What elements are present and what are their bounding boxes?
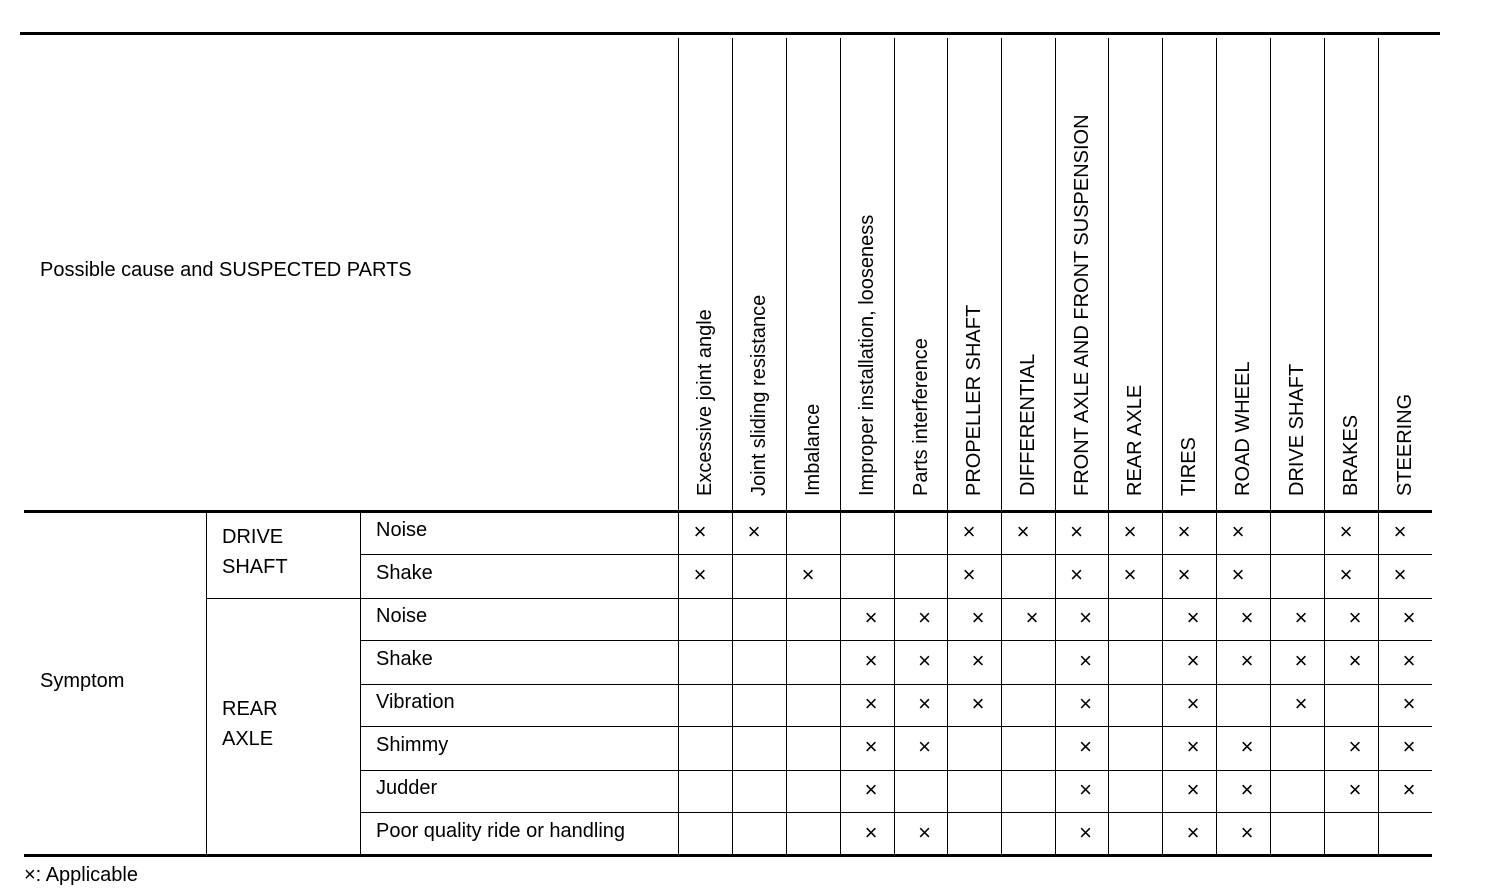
applicable-mark: × <box>1294 605 1308 630</box>
applicable-mark: × <box>1016 518 1030 544</box>
applicable-mark: × <box>1402 777 1416 802</box>
applicable-mark: × <box>1186 648 1200 673</box>
applicable-mark: × <box>1186 777 1200 802</box>
symptom-row-label: Shake <box>376 562 433 584</box>
applicable-mark: × <box>1186 734 1200 759</box>
applicable-mark: × <box>1079 777 1092 802</box>
applicable-mark: × <box>962 518 976 544</box>
column-separator <box>732 38 733 855</box>
applicable-mark: × <box>1294 648 1308 673</box>
applicable-mark: × <box>864 734 878 759</box>
applicable-mark: × <box>918 691 931 716</box>
applicable-mark: × <box>1186 605 1200 630</box>
column-separator <box>894 38 895 855</box>
column-header-label: DIFFERENTIAL <box>1017 353 1039 496</box>
applicable-mark: × <box>864 648 878 673</box>
applicable-mark: × <box>1240 777 1254 802</box>
applicable-mark: × <box>1070 518 1083 544</box>
applicable-mark: × <box>864 605 878 630</box>
applicable-mark: × <box>1231 562 1245 587</box>
applicable-mark: × <box>1070 562 1083 587</box>
column-separator <box>1270 38 1271 855</box>
applicable-mark: × <box>1186 691 1200 716</box>
column-header-label: DRIVE SHAFT <box>1286 363 1308 496</box>
applicable-mark: × <box>1079 819 1092 845</box>
applicable-mark: × <box>1240 605 1254 630</box>
applicable-mark: × <box>1402 734 1416 759</box>
row-separator <box>360 770 1432 771</box>
symptom-row-label: Noise <box>376 605 428 627</box>
header-bottom-rule <box>24 510 1432 513</box>
applicable-mark: × <box>1240 819 1254 845</box>
applicable-mark: × <box>1123 518 1137 544</box>
column-separator <box>786 38 787 855</box>
symptom-label: Symptom <box>40 670 125 692</box>
applicable-mark: × <box>1402 691 1416 716</box>
applicable-mark: × <box>1240 648 1254 673</box>
column-header-label: STEERING <box>1394 393 1416 496</box>
column-separator <box>1001 38 1002 855</box>
column-header-label: REAR AXLE <box>1124 384 1146 496</box>
column-header-label: TIRES <box>1178 437 1200 496</box>
applicable-mark: × <box>864 691 878 716</box>
table-bottom-rule <box>24 854 1432 857</box>
applicable-mark: × <box>1348 777 1362 802</box>
column-separator <box>840 38 841 855</box>
column-header-label: Excessive joint angle <box>694 309 716 496</box>
applicable-mark: × <box>1348 648 1362 673</box>
column-header-label: Imbalance <box>802 403 824 496</box>
column-separator <box>1108 38 1109 855</box>
column-header-label: ROAD WHEEL <box>1232 361 1254 496</box>
applicable-mark: × <box>1339 518 1353 544</box>
applicable-mark: × <box>1079 734 1092 759</box>
applicable-mark: × <box>1348 605 1362 630</box>
applicable-mark: × <box>962 562 976 587</box>
applicable-mark: × <box>693 518 707 544</box>
applicable-mark: × <box>1025 605 1039 630</box>
row-separator <box>360 684 1432 685</box>
column-header-label: Improper installation, looseness <box>856 214 878 496</box>
applicable-mark: × <box>918 605 931 630</box>
symptom-column-separator <box>360 511 361 855</box>
column-separator <box>1216 38 1217 855</box>
column-separator <box>1324 38 1325 855</box>
column-separator <box>678 38 679 855</box>
symptom-row-label: Judder <box>376 777 438 799</box>
applicable-mark: × <box>747 518 761 544</box>
symptom-row-label: Shimmy <box>376 734 449 756</box>
applicable-mark: × <box>1339 562 1353 587</box>
row-separator <box>360 554 1432 555</box>
group-label: AXLE <box>222 728 274 750</box>
applicable-mark: × <box>1079 691 1092 716</box>
applicable-mark: × <box>1348 734 1362 759</box>
group-label: SHAFT <box>222 556 288 578</box>
applicable-mark: × <box>1079 648 1092 673</box>
applicable-mark: × <box>864 777 878 802</box>
column-header-label: Joint sliding resistance <box>748 294 770 496</box>
applicable-mark: × <box>971 691 985 716</box>
applicable-mark: × <box>1079 605 1092 630</box>
group-separator <box>206 598 1432 599</box>
column-separator <box>1378 38 1379 855</box>
applicable-mark: × <box>918 734 931 759</box>
column-header-label: BRAKES <box>1340 414 1362 496</box>
applicable-mark: × <box>971 648 985 673</box>
applicable-mark: × <box>1123 562 1137 587</box>
applicable-mark: × <box>864 819 878 845</box>
symptom-row-label: Poor quality ride or handling <box>376 819 626 842</box>
applicable-mark: × <box>971 605 985 630</box>
applicable-mark: × <box>918 648 931 673</box>
row-separator <box>360 726 1432 727</box>
table-top-rule <box>20 32 1440 35</box>
applicable-mark: × <box>801 562 815 587</box>
column-header-label: Parts interference <box>909 338 932 496</box>
applicable-mark: × <box>1402 648 1416 673</box>
footnote: ×: Applicable <box>24 864 138 886</box>
applicable-mark: × <box>1393 562 1407 587</box>
column-header-label: PROPELLER SHAFT <box>963 304 985 496</box>
symptom-row-label: Shake <box>376 648 433 670</box>
symptom-row-label: Noise <box>376 518 428 541</box>
applicable-mark: × <box>1240 734 1254 759</box>
applicable-mark: × <box>1393 518 1407 544</box>
applicable-mark: × <box>1402 605 1416 630</box>
applicable-mark: × <box>693 562 707 587</box>
applicable-mark: × <box>1186 819 1200 845</box>
row-separator <box>360 640 1432 641</box>
applicable-mark: × <box>1177 518 1191 544</box>
corner-label: Possible cause and SUSPECTED PARTS <box>40 259 412 281</box>
row-separator <box>360 812 1432 813</box>
applicable-mark: × <box>1231 518 1245 544</box>
applicable-mark: × <box>918 819 931 845</box>
group-column-separator <box>206 511 207 855</box>
symptom-row-label: Vibration <box>376 691 455 713</box>
applicable-mark: × <box>1177 562 1191 587</box>
group-label: REAR <box>222 698 278 720</box>
group-label: DRIVE <box>222 526 284 548</box>
column-separator <box>947 38 948 855</box>
applicable-mark: × <box>1294 691 1308 716</box>
column-header-label: FRONT AXLE AND FRONT SUSPENSION <box>1070 114 1093 496</box>
column-separator <box>1162 38 1163 855</box>
column-separator <box>1055 38 1056 855</box>
